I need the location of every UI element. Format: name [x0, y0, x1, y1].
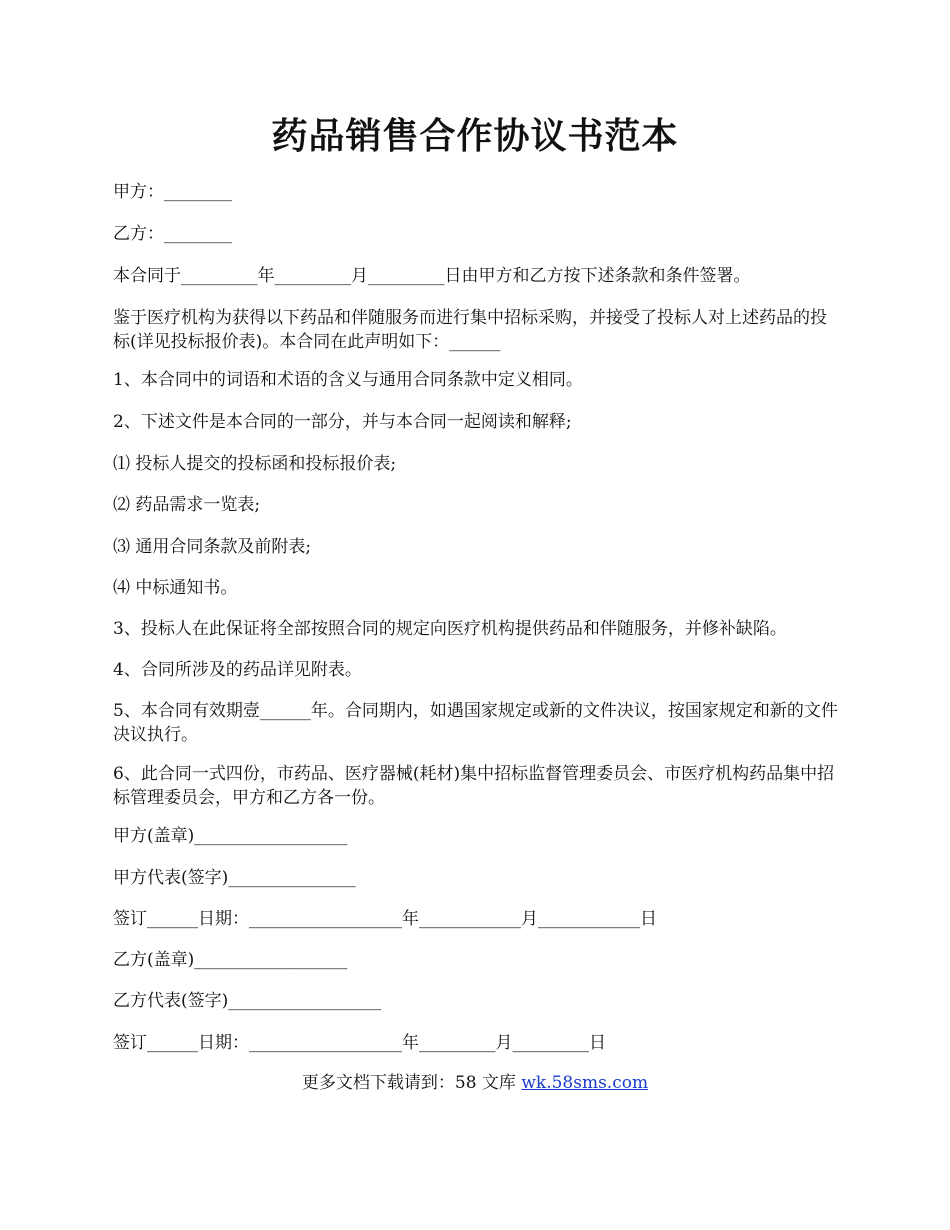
preamble-paragraph: 鉴于医疗机构为获得以下药品和伴随服务而进行集中招标采购，并接受了投标人对上述药品的投标(详见投标报价表)。本合同在此声明如下：______ [113, 308, 827, 352]
clause-6: 6、此合同一式四份，市药品、医疗器械(耗材)集中招标监督管理委员会、市医疗机构药品集中招标管理委员会，甲方和乙方各一份。 [113, 764, 835, 808]
party-b-seal-line: 乙方(盖章)__________________ [113, 950, 348, 970]
clause-3: 3、投标人在此保证将全部按照合同的规定向医疗机构提供药品和伴随服务，并修补缺陷。 [113, 619, 787, 639]
clause-2: 2、下述文件是本合同的一部分，并与本合同一起阅读和解释; [113, 412, 572, 432]
party-a-signing-date-line: 签订______日期：__________________年____________月____________日 [113, 909, 657, 929]
document-title: 药品销售合作协议书范本 [271, 115, 679, 157]
footer-text: 更多文档下载请到：58 文库 [301, 1073, 522, 1093]
clause-4: 4、合同所涉及的药品详见附表。 [113, 660, 362, 680]
clause-2-item-4: ⑷ 中标通知书。 [113, 578, 238, 598]
clause-2-item-2: ⑵ 药品需求一览表; [113, 495, 261, 515]
footer [0, 1071, 950, 1095]
party-b-line: 乙方：________ [113, 224, 232, 244]
clause-5: 5、本合同有效期壹______年。合同期内，如遇国家规定或新的文件决议，按国家规定和新的文件决议执行。 [113, 701, 838, 745]
party-a-seal-line: 甲方(盖章)__________________ [113, 826, 348, 846]
footer-link[interactable]: wk.58sms.com [521, 1073, 649, 1093]
clause-2-item-1: ⑴ 投标人提交的投标函和投标报价表; [113, 454, 397, 474]
party-a-representative-line: 甲方代表(签字)_______________ [113, 868, 356, 888]
contract-date-line: 本合同于_________年_________月_________日由甲方和乙方按下述条款和条件签署。 [113, 266, 751, 286]
clause-1: 1、本合同中的词语和术语的含义与通用合同条款中定义相同。 [113, 370, 583, 390]
clause-2-item-3: ⑶ 通用合同条款及前附表; [113, 537, 312, 557]
party-b-signing-date-line: 签订______日期：__________________年_________月_________日 [113, 1033, 606, 1053]
party-a-line: 甲方：________ [113, 182, 232, 202]
party-b-representative-line: 乙方代表(签字)__________________ [113, 991, 382, 1011]
